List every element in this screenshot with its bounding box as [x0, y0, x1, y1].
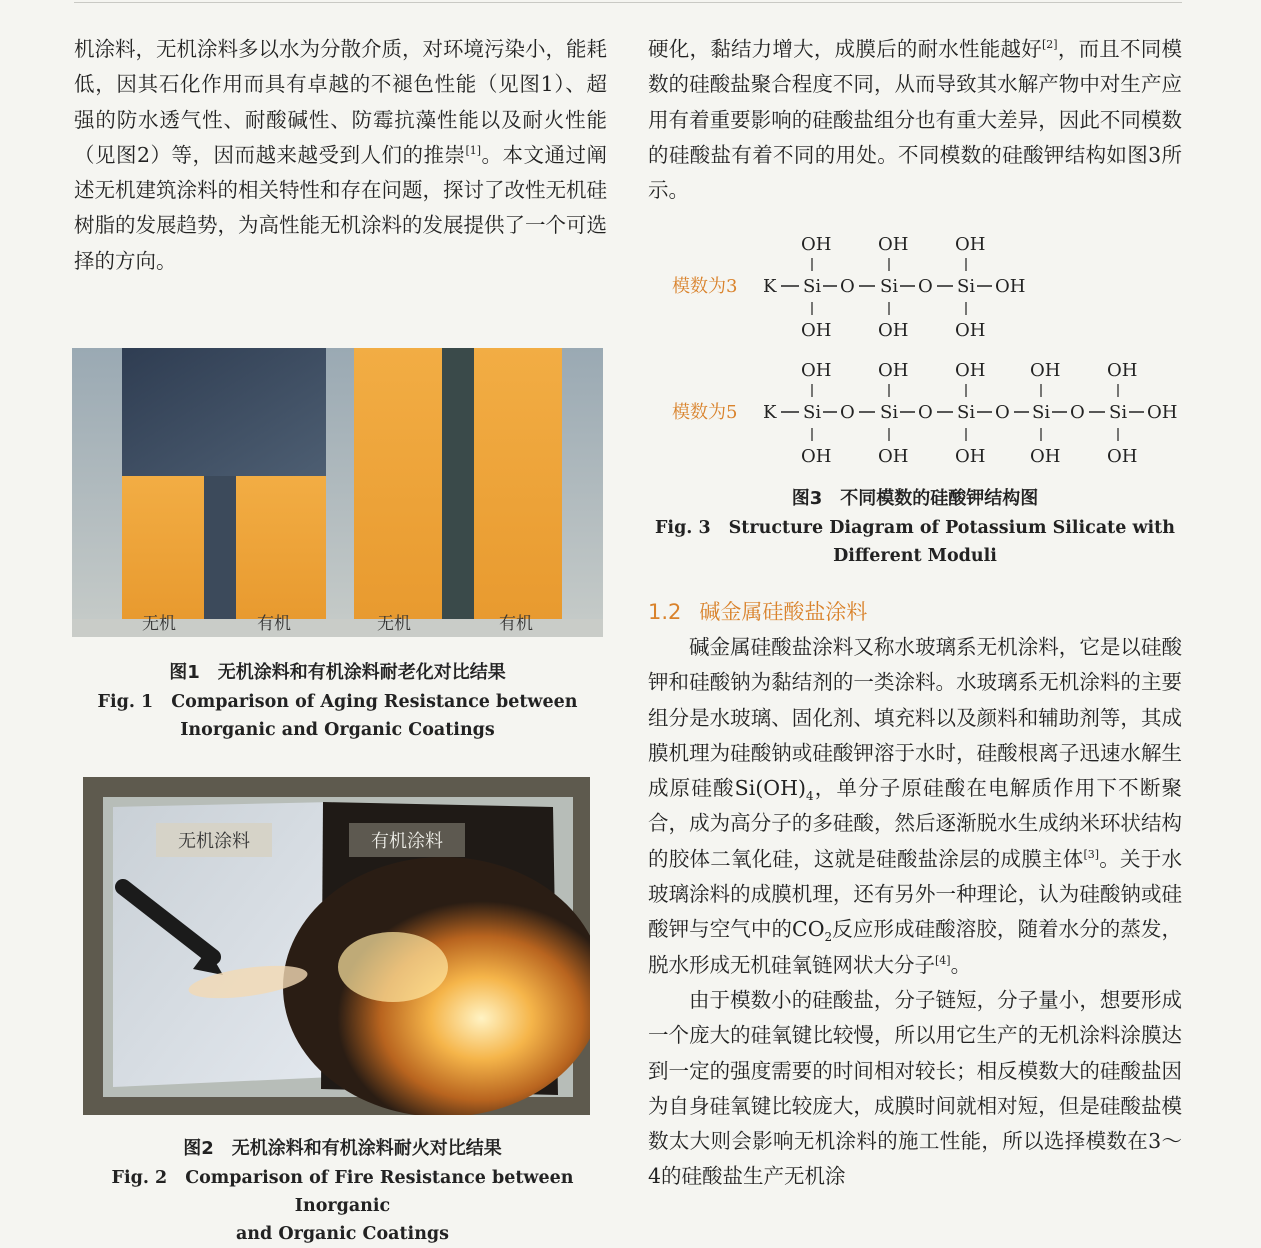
oh-group: OH	[995, 276, 1026, 297]
oh-group: OH	[801, 360, 832, 381]
o-atom: O	[840, 276, 855, 297]
oh-group: OH	[801, 320, 832, 341]
modulus-3-label: 模数为3	[672, 276, 738, 297]
citation-4[interactable]: [4]	[935, 953, 951, 967]
right-paragraph-3: 由于模数小的硅酸盐，分子链短，分子量小，想要形成一个庞大的硅氧键比较慢，所以用它生产的无机涂料涂膜达到一定的强度需要的时间相对较长；相反模数大的硅酸盐因为自身硅氧键比较庞大，成膜时间就相对短，但是硅酸盐模数太大则会影响无机涂料的施工性能，所以选择模数在3～4的硅酸盐生产无机涂	[648, 987, 1182, 1189]
figure-1-photo	[72, 348, 603, 637]
o-atom: O	[1070, 402, 1085, 423]
oh-group: OH	[955, 234, 986, 255]
si-atom: Si	[803, 276, 822, 297]
figure-1-caption	[72, 658, 603, 744]
fig1-label-organic-2: 有机	[499, 614, 533, 634]
si-atom: Si	[803, 402, 822, 423]
citation-3[interactable]: [3]	[1083, 847, 1100, 861]
si-atom: Si	[957, 402, 976, 423]
o-atom: O	[840, 402, 855, 423]
figure-3-structure-diagram	[660, 226, 1190, 476]
text-run: ，而且不同模数的硅酸盐聚合程度不同，从而导致其水解产物中对生产应用有着重要影响的硅酸盐组分也有重大差异，因此不同模数的硅酸盐有着不同的用处。不同模数的硅酸钾结构如图3所示。	[648, 37, 1183, 203]
fig2-label-inorganic-coating: 无机涂料	[156, 823, 272, 857]
oh-group: OH	[878, 446, 909, 467]
fig2-caption-en: Fig. 2 Comparison of Fire Resistance between Inorganic	[111, 1168, 574, 1216]
fig1-caption-en: Fig. 1 Comparison of Aging Resistance between	[97, 692, 578, 712]
right-paragraph-2: 碱金属硅酸盐涂料又称水玻璃系无机涂料，它是以硅酸钾和硅酸钠为黏结剂的一类涂料。水玻璃系无机涂料的主要组分是水玻璃、固化剂、填充料以及颜料和辅助剂等，其成膜机理为硅酸钠或硅酸钾溶于水时，硅酸根离子迅速水解生成原硅酸$Si(OH)_4$，单分子原硅酸在电解质作用下不断聚合，成为高分子的多硅酸，然后逐渐脱水生成纳米环状结构的胶体二氧化硅，这就是硅酸盐涂层的成膜主体[3]。关于水玻璃涂料的成膜机理，还有另外一种理论，认为硅酸钠或硅酸钾与空气中的$CO_2$反应形成硅酸溶胶，随着水分的蒸发，脱水形成无机硅氧链网状大分子[4]。	[648, 635, 1183, 977]
oh-group: OH	[1147, 402, 1178, 423]
fig1-label-inorganic-1: 无机	[142, 614, 176, 634]
fig3-caption-cn: 图3 不同模数的硅酸钾结构图	[791, 488, 1039, 509]
oh-group: OH	[1030, 360, 1061, 381]
oh-group: OH	[955, 320, 986, 341]
oh-group: OH	[878, 320, 909, 341]
right-column	[648, 32, 1182, 208]
si-atom: Si	[880, 402, 899, 423]
fig3-caption-en: Fig. 3 Structure Diagram of Potassium Silicate with	[655, 518, 1175, 538]
fig2-label-organic-coating: 有机涂料	[349, 823, 465, 857]
oh-group: OH	[878, 234, 909, 255]
o-atom: O	[995, 402, 1010, 423]
modulus-5-label: 模数为5	[672, 402, 738, 423]
left-column	[74, 32, 607, 279]
oh-group: OH	[1107, 446, 1138, 467]
oh-group: OH	[1030, 446, 1061, 467]
si-atom: Si	[1109, 402, 1128, 423]
oh-group: OH	[955, 360, 986, 381]
left-paragraph-1	[74, 32, 607, 279]
si-atom: Si	[880, 276, 899, 297]
si-atom: Si	[957, 276, 976, 297]
o-atom: O	[918, 276, 933, 297]
o-atom: O	[918, 402, 933, 423]
oh-group: OH	[801, 234, 832, 255]
potassium-atom: K	[763, 402, 777, 423]
oh-group: OH	[1107, 360, 1138, 381]
text-run: 机涂料，无机涂料多以水为分散介质，对环境污染小，能耗低，因其石化作用而具有卓越的不褪色性能（见图1）、超强的防水透气性、耐酸碱性、防霉抗藻性能以及耐火性能（见图2）等，因而越来越受到人们的推崇	[74, 37, 607, 167]
potassium-atom: K	[763, 276, 777, 297]
right-column-body	[648, 630, 1182, 1195]
oh-group: OH	[955, 446, 986, 467]
fig1-label-organic-1: 有机	[257, 614, 291, 634]
figure-2-caption	[72, 1134, 613, 1248]
text-run: 硬化，黏结力增大，成膜后的耐水性能越好	[648, 37, 1042, 61]
oh-group: OH	[801, 446, 832, 467]
figure-3-caption	[648, 484, 1182, 570]
citation-2[interactable]: [2]	[1042, 38, 1058, 52]
fig3-caption-en-2: Different Moduli	[833, 546, 997, 566]
fig2-caption-cn: 图2 无机涂料和有机涂料耐火对比结果	[183, 1138, 502, 1159]
aging-photo-illustration	[72, 348, 603, 637]
modulus-5-chain	[781, 360, 1177, 467]
fig1-caption-cn: 图1 无机涂料和有机涂料耐老化对比结果	[169, 662, 506, 683]
citation-1[interactable]: [1]	[465, 144, 482, 158]
right-paragraph-1	[648, 32, 1182, 208]
section-heading-1-2: 1.2 碱金属硅酸盐涂料	[648, 600, 868, 624]
top-rule	[74, 2, 1182, 3]
modulus-3-chain	[781, 234, 1025, 341]
fig1-label-inorganic-2: 无机	[377, 614, 411, 634]
fig1-caption-en-2: Inorganic and Organic Coatings	[180, 720, 495, 740]
text-run: 。本文通过阐述无机建筑涂料的相关特性和存在问题，探讨了改性无机硅树脂的发展趋势，为高性能无机涂料的发展提供了一个可选择的方向。	[74, 142, 607, 273]
oh-group: OH	[878, 360, 909, 381]
fig2-caption-en-2: and Organic Coatings	[235, 1224, 450, 1244]
si-atom: Si	[1032, 402, 1051, 423]
figure-2-photo	[83, 777, 590, 1115]
